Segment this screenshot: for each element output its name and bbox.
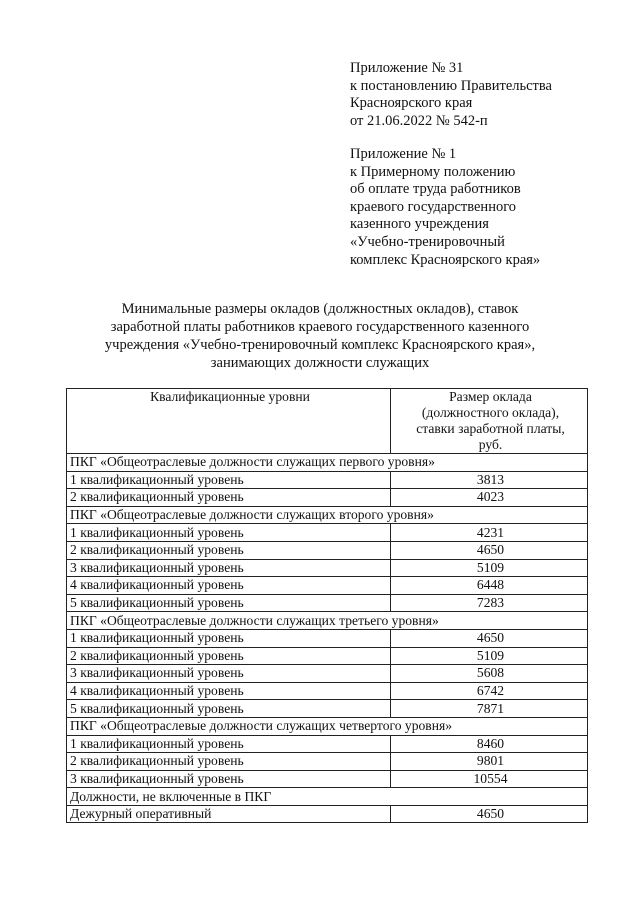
table-row bbox=[67, 805, 588, 823]
table-row bbox=[67, 559, 588, 577]
annex2-line: краевого государственного bbox=[350, 198, 517, 215]
table-row bbox=[67, 629, 588, 647]
level-label: 2 квалификационный уровень bbox=[67, 753, 391, 771]
salary-table bbox=[66, 388, 588, 823]
salary-value: 10554 bbox=[391, 770, 588, 788]
header-salary-line: Размер оклада bbox=[449, 389, 532, 404]
table-row bbox=[67, 594, 588, 612]
salary-value: 7871 bbox=[391, 700, 588, 718]
header-qualification-levels: Квалификационные уровни bbox=[67, 389, 391, 454]
level-label: Дежурный оперативный bbox=[67, 805, 391, 823]
annex2-line: об оплате труда работников bbox=[350, 181, 521, 198]
salary-value: 5608 bbox=[391, 665, 588, 683]
table-row bbox=[67, 753, 588, 771]
level-label: 5 квалификационный уровень bbox=[67, 700, 391, 718]
table-row bbox=[67, 665, 588, 683]
table-group-row bbox=[67, 454, 588, 472]
salary-value: 5109 bbox=[391, 559, 588, 577]
group-label: ПКГ «Общеотраслевые должности служащих третьего уровня» bbox=[67, 612, 588, 630]
salary-value: 4650 bbox=[391, 805, 588, 823]
salary-value: 4023 bbox=[391, 489, 588, 507]
salary-value: 5109 bbox=[391, 647, 588, 665]
level-label: 2 квалификационный уровень bbox=[67, 541, 391, 559]
title-line: учреждения «Учебно-тренировочный комплекс Красноярского края», bbox=[104, 337, 536, 353]
table-row bbox=[67, 682, 588, 700]
salary-value: 6742 bbox=[391, 682, 588, 700]
salary-value: 7283 bbox=[391, 594, 588, 612]
group-label: ПКГ «Общеотраслевые должности служащих второго уровня» bbox=[67, 506, 588, 524]
level-label: 3 квалификационный уровень bbox=[67, 559, 391, 577]
table-group-row bbox=[67, 612, 588, 630]
salary-value: 4231 bbox=[391, 524, 588, 542]
table-row bbox=[67, 735, 588, 753]
level-label: 1 квалификационный уровень bbox=[67, 629, 391, 647]
level-label: 4 квалификационный уровень bbox=[67, 682, 391, 700]
table-row bbox=[67, 577, 588, 595]
document-title bbox=[60, 300, 580, 372]
annex2-line: Приложение № 1 bbox=[350, 146, 457, 162]
table-row bbox=[67, 770, 588, 788]
annex2-line: казенного учреждения bbox=[350, 216, 489, 233]
table-row bbox=[67, 700, 588, 718]
table-row bbox=[67, 489, 588, 507]
annex2-line: к Примерному положению bbox=[350, 163, 516, 180]
header-salary-line: руб. bbox=[478, 437, 503, 452]
level-label: 3 квалификационный уровень bbox=[67, 770, 391, 788]
salary-value: 4650 bbox=[391, 629, 588, 647]
table-row bbox=[67, 541, 588, 559]
table-row bbox=[67, 471, 588, 489]
annex-header-2 bbox=[350, 146, 540, 269]
level-label: 3 квалификационный уровень bbox=[67, 665, 391, 683]
header-salary-line: ставки заработной платы, bbox=[416, 421, 565, 436]
table-header-row bbox=[67, 389, 588, 454]
title-line: Минимальные размеры окладов (должностных окладов), ставок bbox=[121, 301, 519, 317]
level-label: 4 квалификационный уровень bbox=[67, 577, 391, 595]
title-line: заработной платы работников краевого государственного казенного bbox=[110, 319, 530, 335]
table-group-row bbox=[67, 506, 588, 524]
salary-value: 3813 bbox=[391, 471, 588, 489]
annex1-line: Красноярского края bbox=[350, 95, 473, 112]
level-label: 1 квалификационный уровень bbox=[67, 524, 391, 542]
header-salary-size bbox=[391, 389, 588, 454]
level-label: 1 квалификационный уровень bbox=[67, 471, 391, 489]
table-row bbox=[67, 524, 588, 542]
group-label: ПКГ «Общеотраслевые должности служащих первого уровня» bbox=[67, 454, 588, 472]
salary-value: 4650 bbox=[391, 541, 588, 559]
table-row bbox=[67, 647, 588, 665]
table-group-row bbox=[67, 717, 588, 735]
level-label: 5 квалификационный уровень bbox=[67, 594, 391, 612]
table-body bbox=[67, 454, 588, 823]
level-label: 1 квалификационный уровень bbox=[67, 735, 391, 753]
annex2-line: «Учебно-тренировочный bbox=[350, 233, 505, 250]
salary-value: 8460 bbox=[391, 735, 588, 753]
table-group-row bbox=[67, 788, 588, 806]
salary-value: 9801 bbox=[391, 753, 588, 771]
annex1-line: от 21.06.2022 № 542-п bbox=[350, 112, 488, 129]
level-label: 2 квалификационный уровень bbox=[67, 647, 391, 665]
level-label: 2 квалификационный уровень bbox=[67, 489, 391, 507]
title-line: занимающих должности служащих bbox=[210, 355, 430, 371]
group-label: ПКГ «Общеотраслевые должности служащих четвертого уровня» bbox=[67, 717, 588, 735]
annex1-line: к постановлению Правительства bbox=[350, 77, 552, 94]
annex-header-1 bbox=[350, 60, 552, 130]
annex1-line: Приложение № 31 bbox=[350, 60, 464, 76]
header-salary-line: (должностного оклада), bbox=[421, 405, 560, 420]
group-label: Должности, не включенные в ПКГ bbox=[67, 788, 588, 806]
annex2-line: комплекс Красноярского края» bbox=[350, 251, 541, 268]
salary-value: 6448 bbox=[391, 577, 588, 595]
